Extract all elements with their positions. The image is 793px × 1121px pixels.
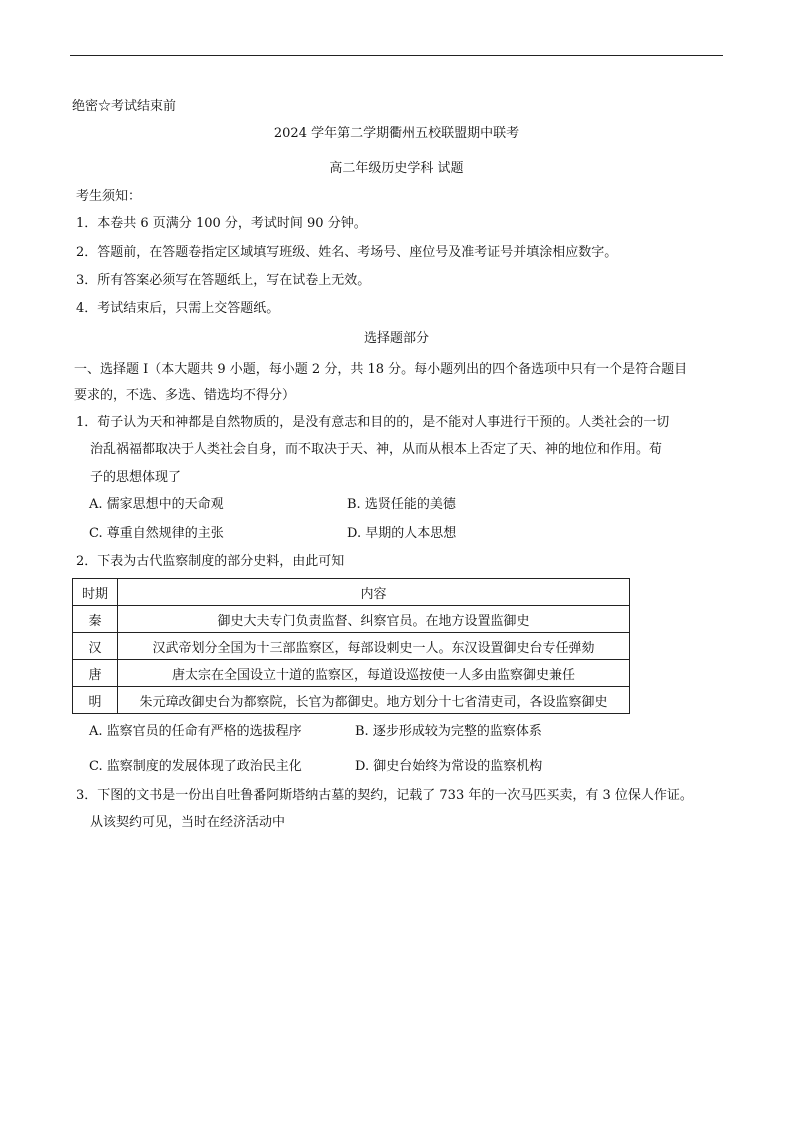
table-cell-period: 秦 (73, 606, 118, 633)
table-row (73, 660, 630, 687)
question-1-stem: 1．荀子认为天和神都是自然物质的，是没有意志和目的的，是不能对人事进行干预的。人类社会的一切 (76, 415, 670, 430)
table-cell-period: 汉 (73, 633, 118, 660)
notice-item: 1．本卷共 6 页满分 100 分，考试时间 90 分钟。 (76, 216, 367, 231)
question-1-option-a: A. 儒家思想中的天命观 (89, 497, 224, 512)
table-cell-content: 唐太宗在全国设立十道的监察区，每道设巡按使一人多由监察御史兼任 (118, 660, 630, 687)
table-cell-content: 朱元璋改御史台为都察院，长官为都御史。地方划分十七省清吏司，各设监察御史 (118, 687, 630, 714)
question-3-stem: 3．下图的文书是一份出自吐鲁番阿斯塔纳古墓的契约，记载了 733 年的一次马匹买卖，有 3 位保人作证。 (76, 788, 693, 803)
notice-item: 4．考试结束后，只需上交答题纸。 (76, 301, 280, 316)
table-header-row (73, 579, 630, 606)
section-title: 选择题部分 (363, 331, 429, 346)
subject-title: 高二年级历史学科 试题 (329, 161, 464, 176)
table-cell-period: 唐 (73, 660, 118, 687)
table-cell-content: 汉武帝划分全国为十三部监察区，每部设刺史一人。东汉设置御史台专任弹劾 (118, 633, 630, 660)
table-header-period: 时期 (73, 579, 118, 606)
section-instruction: 一、选择题 I（本大题共 9 小题，每小题 2 分，共 18 分。每小题列出的四个备选项中只有一个是符合题目 (74, 362, 688, 377)
question-2-option-d: D. 御史台始终为常设的监察机构 (355, 759, 543, 774)
supervision-table (72, 578, 630, 714)
exam-title: 2024 学年第二学期衢州五校联盟期中联考 (273, 126, 520, 141)
section-instruction: 要求的，不选、多选、错选均不得分） (74, 388, 296, 403)
question-1-option-d: D. 早期的人本思想 (347, 526, 457, 541)
question-1-stem: 子的思想体现了 (90, 470, 182, 485)
table-cell-period: 明 (73, 687, 118, 714)
question-2-stem: 2．下表为古代监察制度的部分史料，由此可知 (76, 554, 345, 569)
top-rule (70, 55, 723, 56)
question-2-option-b: B. 逐步形成较为完整的监察体系 (355, 724, 542, 739)
question-3-stem: 从该契约可见，当时在经济活动中 (90, 815, 286, 830)
question-2-option-c: C. 监察制度的发展体现了政治民主化 (89, 759, 302, 774)
question-1-stem: 治乱祸福都取决于人类社会自身，而不取决于天、神，从而从根本上否定了天、神的地位和作用。荀 (90, 442, 663, 457)
table-header-content: 内容 (118, 579, 630, 606)
notice-item: 3．所有答案必须写在答题纸上，写在试卷上无效。 (76, 273, 371, 288)
notice-heading: 考生须知： (76, 189, 142, 204)
table-row (73, 633, 630, 660)
table-row (73, 606, 630, 633)
table-cell-content: 御史大夫专门负责监督、纠察官员。在地方设置监御史 (118, 606, 630, 633)
question-2-option-a: A. 监察官员的任命有严格的选拔程序 (89, 724, 302, 739)
question-1-option-b: B. 选贤任能的美德 (347, 497, 456, 512)
confidential-label: 绝密☆考试结束前 (72, 99, 177, 114)
table-row (73, 687, 630, 714)
question-1-option-c: C. 尊重自然规律的主张 (89, 526, 224, 541)
notice-item: 2．答题前，在答题卷指定区域填写班级、姓名、考场号、座位号及准考证号并填涂相应数字。 (76, 245, 618, 260)
